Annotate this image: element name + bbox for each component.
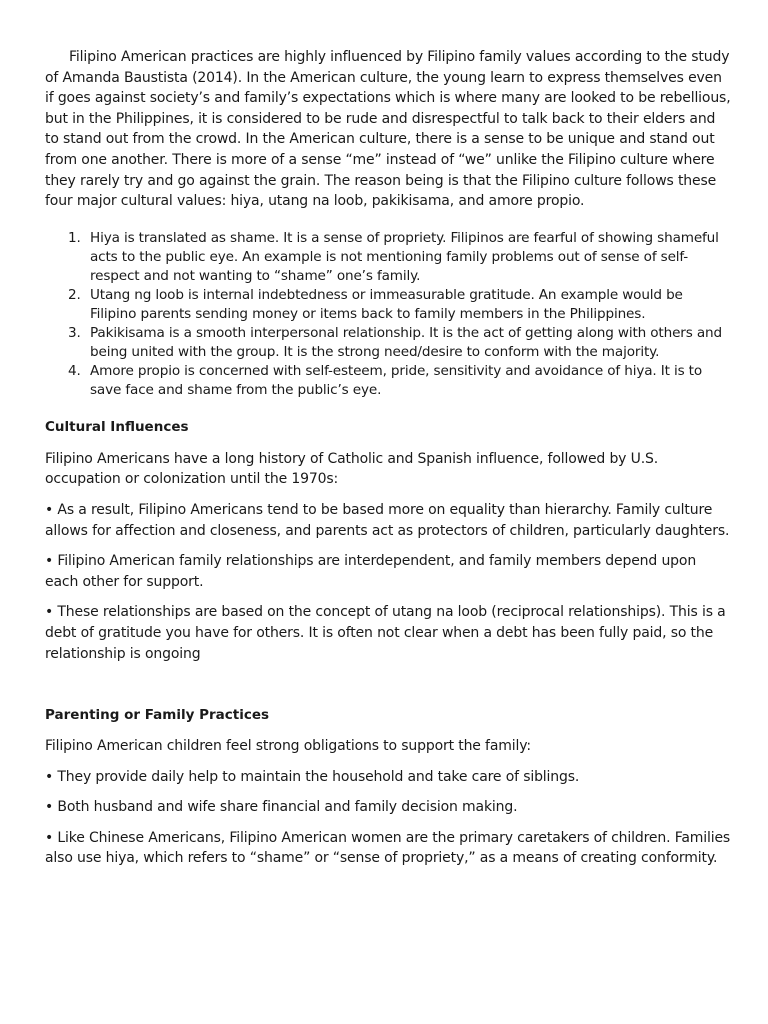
cultural-values-list <box>45 229 731 400</box>
cultural-intro-paragraph: Filipino Americans have a long history of Catholic and Spanish influence, followed by U.S. occupation or colonization until the 1970s: <box>45 450 659 488</box>
list-item-text: Hiya is translated as shame. It is a sense of propriety. Filipinos are fearful of showing shameful acts to the public eye. An example is not mentioning family problems out of sense of self-respect and not wanting to “shame” one’s family. <box>90 229 719 284</box>
list-number: 1. <box>68 229 81 246</box>
list-number: 3. <box>68 324 81 341</box>
parenting-intro-paragraph: Filipino American children feel strong obligations to support the family: <box>45 738 531 755</box>
list-item <box>45 286 731 324</box>
parenting-bullet: • Like Chinese Americans, Filipino American women are the primary caretakers of children. Families also use hiya, which refers to “shame” or “sense of propriety,” as a means of creating conformity. <box>45 829 731 867</box>
intro-paragraph: Filipino American practices are highly influenced by Filipino family values according to the study of Amanda Baustista (2014). In the American culture, the young learn to express themselves even if goes against society’s and family’s expectations which is where many are looked to be rebellious, but in the Philippines, it is considered to be rude and disrespectful to talk back to their elders and to stand out from the crowd. In the American culture, there is a sense to be unique and stand out from one another. There is more of a sense “me” instead of “we” unlike the Filipino culture where they rarely try and go against the grain. The reason being is that the Filipino culture follows these four major cultural values: hiya, utang na loob, pakikisama, and amore propio. <box>45 49 731 210</box>
list-item-text: Pakikisama is a smooth interpersonal relationship. It is the act of getting along with others and being united with the group. It is the strong need/desire to conform with the majority. <box>90 324 722 360</box>
cultural-bullet: • Filipino American family relationships are interdependent, and family members depend upon each other for support. <box>45 553 697 590</box>
document-page <box>45 47 731 869</box>
list-item <box>45 324 731 362</box>
list-number: 2. <box>68 286 81 303</box>
parenting-bullet: • They provide daily help to maintain the household and take care of siblings. <box>45 768 580 785</box>
cultural-influences-heading: Cultural Influences <box>45 418 189 435</box>
list-item-text: Amore propio is concerned with self-esteem, pride, sensitivity and avoidance of hiya. It is to save face and shame from the public’s eye. <box>90 362 703 398</box>
list-number: 4. <box>68 362 81 379</box>
list-item <box>45 229 731 286</box>
cultural-bullet: • As a result, Filipino Americans tend to be based more on equality than hierarchy. Family culture allows for affection and closeness, and parents act as protectors of children, particularly daughters. <box>45 501 730 539</box>
list-item-text: Utang ng loob is internal indebtedness or immeasurable gratitude. An example would be Filipino parents sending money or items back to family members in the Philippines. <box>90 286 683 322</box>
list-item <box>45 362 731 400</box>
parenting-heading: Parenting or Family Practices <box>45 707 270 724</box>
parenting-bullet: • Both husband and wife share financial and family decision making. <box>45 799 518 816</box>
cultural-bullet: • These relationships are based on the concept of utang na loob (reciprocal relationships). This is a debt of gratitude you have for others. It is often not clear when a debt has been fully paid, so the relationship is ongoing <box>45 604 726 662</box>
